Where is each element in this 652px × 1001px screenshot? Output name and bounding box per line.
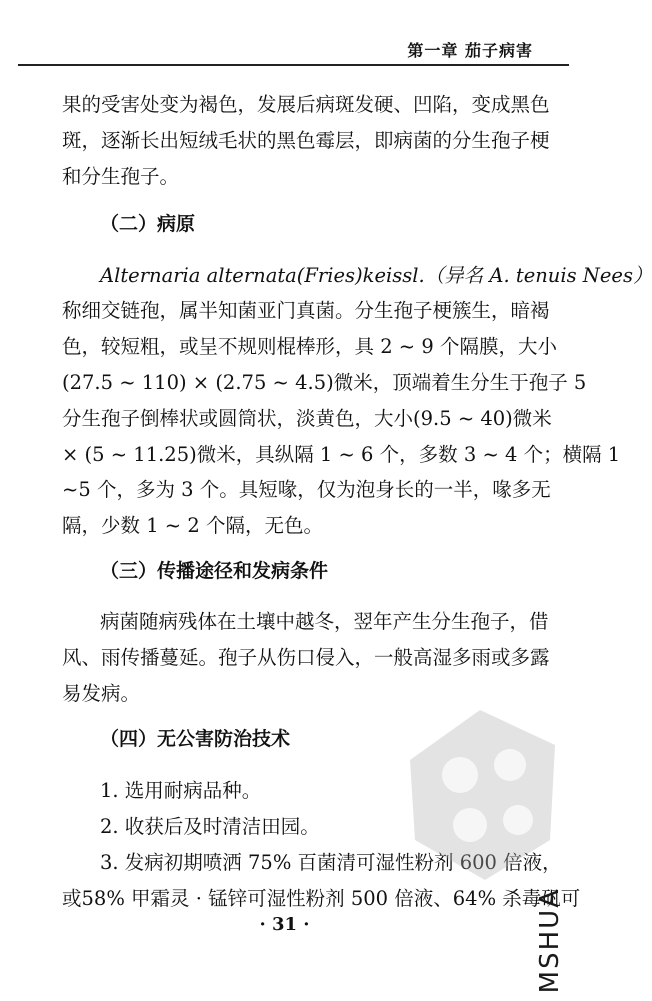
- paragraph-line: 分生孢子倒棒状或圆筒状，淡黄色，大小(9.5 ~ 40)微米: [62, 407, 552, 430]
- running-header: 第一章 茄子病害: [407, 41, 533, 60]
- section-heading-control: （四）无公害防治技术: [100, 728, 291, 750]
- list-item: 1. 选用耐病品种。: [100, 779, 262, 802]
- paragraph-line: × (5 ~ 11.25)微米，具纵隔 1 ~ 6 个，多数 3 ~ 4 个；横隔 1: [62, 443, 621, 466]
- list-item: 3. 发病初期喷洒 75% 百菌清可湿性粉剂 600 倍液，: [100, 851, 562, 874]
- paragraph-line: 病菌随病残体在土壤中越冬，翌年产生分生孢子，借: [100, 610, 549, 633]
- paragraph-line: 或58% 甲霜灵 · 锰锌可湿性粉剂 500 倍液、64% 杀毒矾可: [62, 887, 581, 910]
- header-rule: [18, 64, 569, 66]
- paragraph-line: 和分生孢子。: [62, 165, 180, 188]
- paragraph-line: 风、雨传播蔓延。孢子从伤口侵入，一般高湿多雨或多露: [62, 646, 550, 669]
- list-item: 2. 收获后及时清洁田园。: [100, 815, 320, 838]
- section-heading-pathogen: （二）病原: [100, 213, 196, 235]
- paragraph-line: 称细交链孢，属半知菌亚门真菌。分生孢子梗簇生，暗褐: [62, 299, 550, 322]
- paragraph-line: ~5 个，多为 3 个。具短喙，仅为泡身长的一半，喙多无: [62, 478, 551, 501]
- paragraph-line: (27.5 ~ 110) × (2.75 ~ 4.5)微米，顶端着生分生于孢子 5: [62, 371, 587, 394]
- paragraph-line: Alternaria alternata(Fries)keissl.（异名 A. tenuis Nees）: [100, 264, 652, 287]
- paragraph-line: 斑，逐渐长出短绒毛状的黑色霉层，即病菌的分生孢子梗: [62, 129, 550, 152]
- paragraph-line: 易发病。: [62, 682, 141, 705]
- page-number: · 31 ·: [259, 914, 310, 935]
- paragraph-line: 色，较短粗，或呈不规则棍棒形，具 2 ~ 9 个隔膜，大小: [62, 335, 557, 358]
- watermark-text: MSHUA: [535, 887, 565, 993]
- paragraph-line: 果的受害处变为褐色，发展后病斑发硬、凹陷，变成黑色: [62, 93, 550, 116]
- paragraph-line: 隔，少数 1 ~ 2 个隔，无色。: [62, 514, 323, 537]
- watermark-seal: [390, 690, 570, 890]
- section-heading-transmission: （三）传播途径和发病条件: [100, 560, 329, 582]
